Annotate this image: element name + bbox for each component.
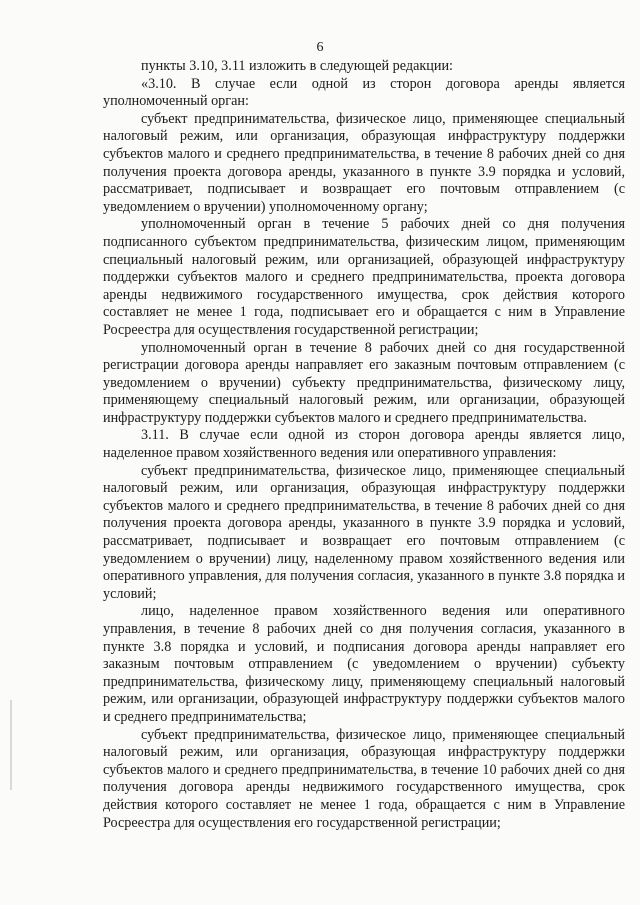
paragraph-3-11-heading: 3.11. В случае если одной из сторон договора аренды является лицо, наделенное правом хозяйственного ведения или оперативного управления: [103, 427, 625, 462]
paragraph-3-10-authority-send: уполномоченный орган в течение 8 рабочих дней со дня государственной регистрации договора аренды направляет его заказным почтовым отправлением (с уведомлением о вручении) субъекту предпринимательства, физическому лицу, применяющему специальный налоговый режим, или организации, образующей инфраструктуру поддержки субъектов малого и среднего предпринимательства. [103, 339, 625, 426]
paragraph-3-11-registration: субъект предпринимательства, физическое лицо, применяющее специальный налоговый режим, или организация, образующая инфраструктуру поддержки субъектов малого и среднего предпринимательства, в течение 10 рабочих дней со дня получения договора аренды недвижимого государственного имущества, срок действия которого составляет не менее 1 года, обращается с ним в Управление Росреестра для осуществления его государственной регистрации; [103, 726, 625, 831]
paragraph-3-10-authority-sign: уполномоченный орган в течение 5 рабочих дней со дня получения подписанного субъектом предпринимательства, физическим лицом, применяющим специальный налоговый режим, или организацией, образующей инфраструктуру поддержки субъектов малого и среднего предпринимательства, проекта договора аренды недвижимого государственного имущества, срок действия которого составляет не менее 1 года, подписывает его и обращается с ним в Управление Росреестра для осуществления государственной регистрации; [103, 216, 625, 338]
paragraph-3-10-heading: «3.10. В случае если одной из сторон договора аренды является уполномоченный орган: [103, 75, 625, 110]
page-number: 6 [316, 40, 324, 55]
paragraph-3-11-holder: лицо, наделенное правом хозяйственного ведения или оперативного управления, в течение 8 рабочих дней со дня получения согласия, указанного в пункте 3.8 порядка и условий, и подписания договора аренды направляет его заказным почтовым отправлением (с уведомлением о вручении) субъекту предпринимательства, физическому лицу, применяющему специальный налоговый режим, или организации, образующей инфраструктуру поддержки субъектов малого и среднего предпринимательства; [103, 603, 625, 725]
paragraph-3-11-subject: субъект предпринимательства, физическое лицо, применяющее специальный налоговый режим, или организация, образующая инфраструктуру поддержки субъектов малого и среднего предпринимательства, в течение 8 рабочих дней со дня получения проекта договора аренды, указанного в пункте 3.9 порядка и условий, рассматривает, подписывает и возвращает его почтовым отправлением (с уведомлением о вручении) лицу, наделенному правом хозяйственного ведения или оперативного управления, для получения согласия, указанного в пункте 3.8 порядка и условий; [103, 462, 625, 602]
scan-margin-mark [10, 700, 12, 790]
document-body [103, 58, 625, 832]
paragraph-3-10-subject: субъект предпринимательства, физическое лицо, применяющее специальный налоговый режим, или организация, образующая инфраструктуру поддержки субъектов малого и среднего предпринимательства, в течение 8 рабочих дней со дня получения проекта договора аренды, указанного в пункте 3.9 порядка и условий, рассматривает, подписывает и возвращает его почтовым отправлением (с уведомлением о вручении) уполномоченному органу; [103, 110, 625, 215]
paragraph-intro: пункты 3.10, 3.11 изложить в следующей редакции: [141, 58, 453, 74]
